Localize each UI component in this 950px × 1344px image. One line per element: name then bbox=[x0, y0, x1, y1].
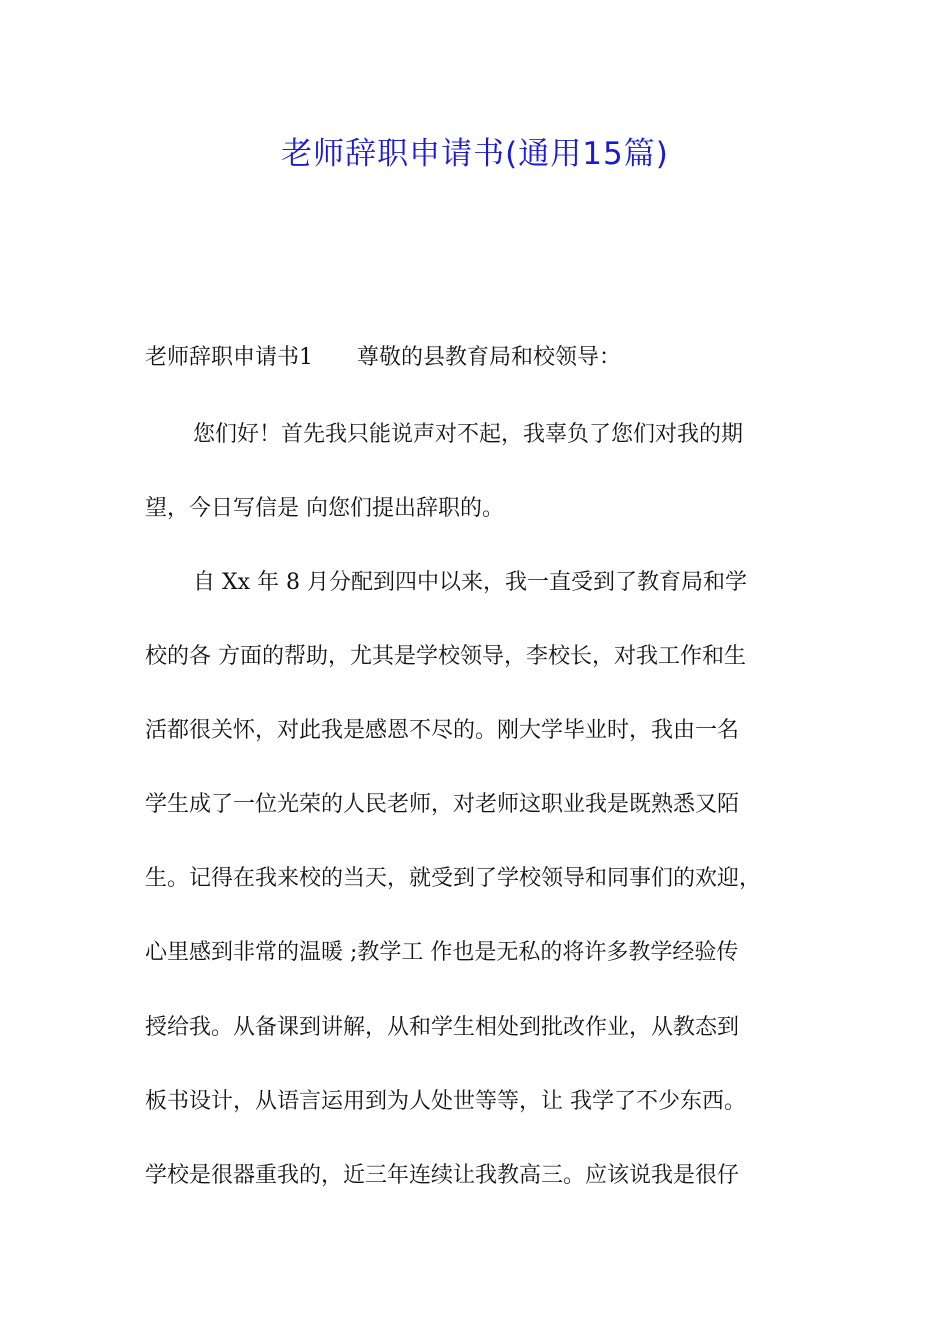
body-line: 板书设计，从语言运用到为人处世等等，让 我学了不少东西。 bbox=[145, 1089, 746, 1114]
body-line: 校的各 方面的帮助，尤其是学校领导，李校长，对我工作和生 bbox=[145, 644, 746, 669]
document-title: 老师辞职申请书(通用15篇) bbox=[281, 136, 669, 172]
body-line: 心里感到非常的温暖 ;教学工 作也是无私的将许多教学经验传 bbox=[145, 940, 739, 965]
body-line: 生。记得在我来校的当天，就受到了学校领导和同事们的欢迎， bbox=[145, 866, 762, 891]
body-line: 学生成了一位光荣的人民老师，对老师这职业我是既熟悉又陌 bbox=[145, 792, 740, 817]
body-line: 授给我。从备课到讲解，从和学生相处到批改作业，从教态到 bbox=[145, 1015, 740, 1040]
body-line: 您们好！首先我只能说声对不起，我辜负了您们对我的期 bbox=[193, 422, 744, 447]
body-line: 老师辞职申请书1 尊敬的县教育局和校领导： bbox=[145, 345, 621, 370]
body-line: 学校是很器重我的，近三年连续让我教高三。应该说我是很仔 bbox=[145, 1163, 740, 1188]
body-line: 望，今日写信是 向您们提出辞职的。 bbox=[145, 496, 504, 521]
body-line: 活都很关怀，对此我是感恩不尽的。刚大学毕业时，我由一名 bbox=[145, 718, 740, 743]
body-line: 自 Xx 年 8 月分配到四中以来，我一直受到了教育局和学 bbox=[193, 570, 748, 595]
